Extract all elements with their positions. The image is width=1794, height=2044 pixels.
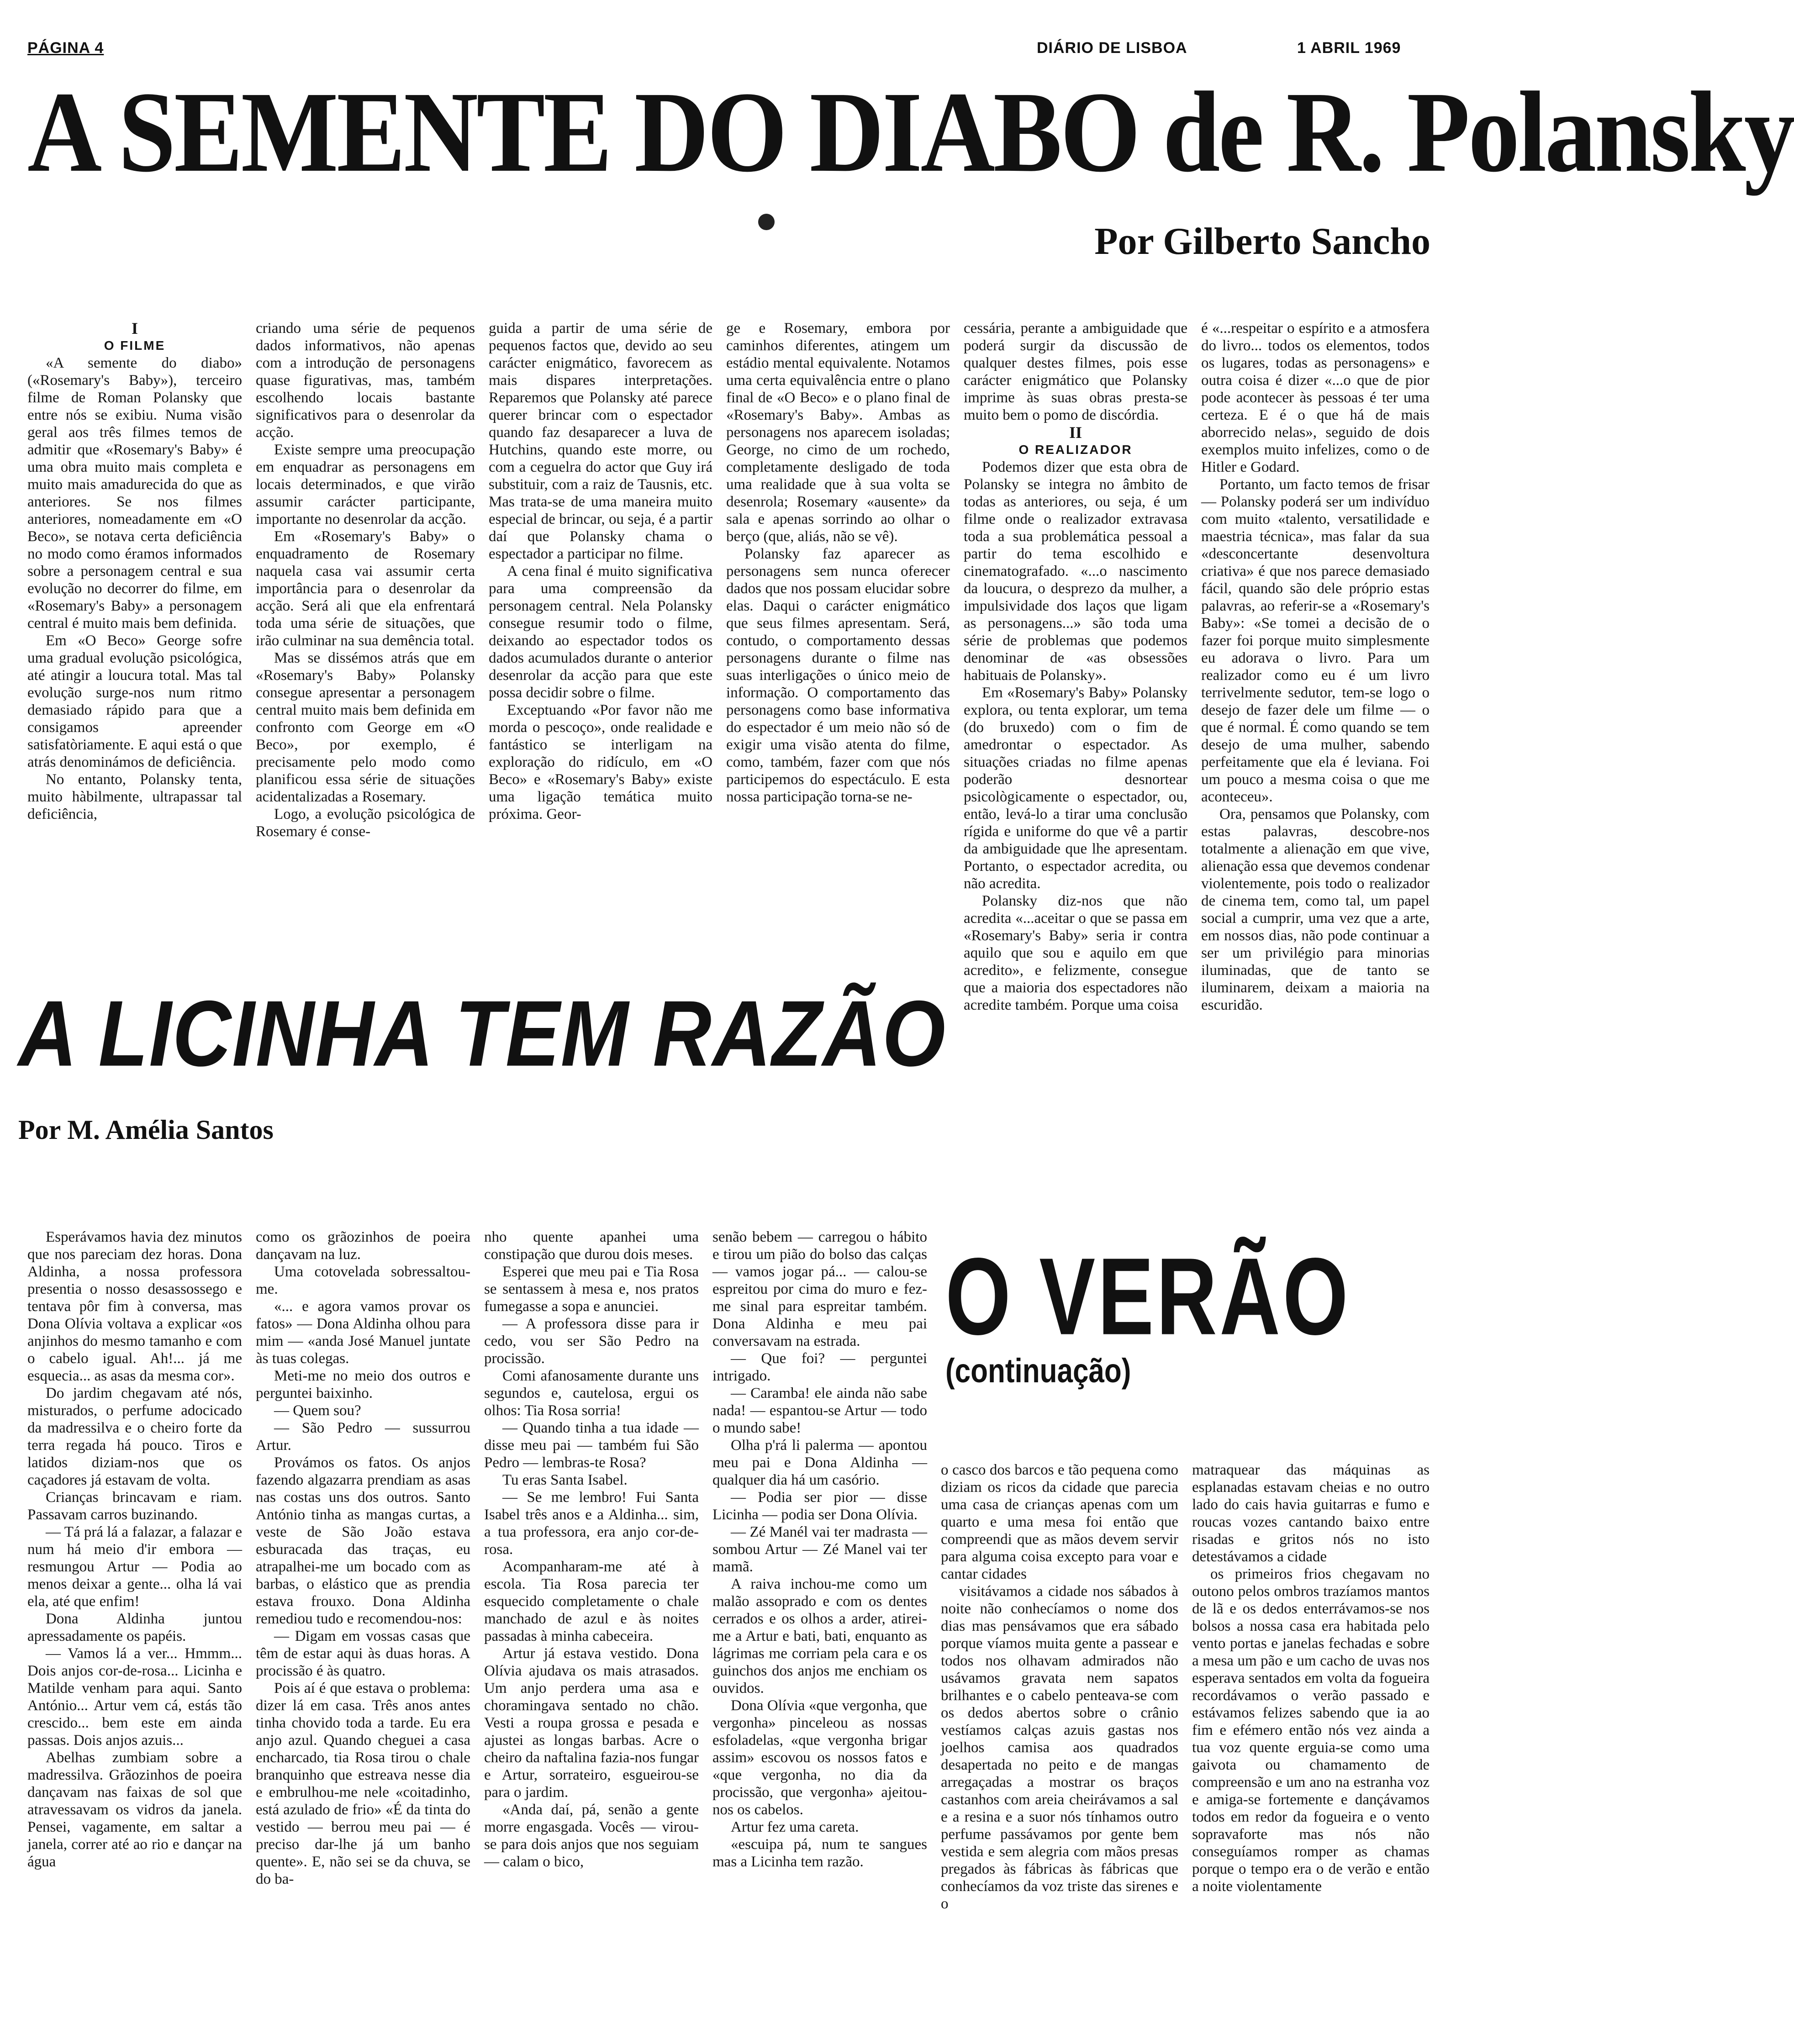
paragraph: Dona Aldinha juntou apressadamente os papéis. <box>27 1611 242 1644</box>
paragraph: — São Pedro — sussurrou Artur. <box>256 1420 470 1454</box>
paragraph: criando uma série de pequenos dados informativos, não apenas com a introdução de personagens quase figurativas, mas, também escolhendo locais bastante significativos para o desenrolar da acção. <box>256 320 475 441</box>
paragraph: matraquear das máquinas as esplanadas estavam cheias e no outro lado do cais havia guitarras e fumo e roucas vozes cantando baixo entre risadas e gritos nós no isto detestávamos a cidade <box>1192 1462 1430 1565</box>
paragraph: «... e agora vamos provar os fatos» — Dona Aldinha olhou para mim — «anda José Manuel juntate às tuas colegas. <box>256 1298 470 1367</box>
paragraph: A cena final é muito significativa para uma compreensão da personagem central. Nela Polansky consegue resumir todo o filme, deixando ao espectador todos os dados acumulados durante o anterior desenrolar da acção para que este possa decidir sobre o filme. <box>489 563 712 701</box>
article-2-column-2 <box>256 1228 470 2023</box>
paragraph: Em «O Beco» George sofre uma gradual evolução psicológica, até atingir a loucura total. Mas tal evolução surge-nos num ritmo demasiado rápido para que a consigamos apreender satisfatòriamente. E aqui está o que atrás denominámos de deficiência. <box>27 632 242 770</box>
ornament-dot <box>758 214 775 230</box>
page-number: PÁGINA 4 <box>27 39 104 57</box>
paragraph: «A semente do diabo» («Rosemary's Baby»), terceiro filme de Roman Polansky que entre nós se exibiu. Numa visão geral aos três filmes temos de admitir que «Rosemary's Baby» é uma obra muito mais completa e muito mais amadurecida do que as anteriores. Se nos filmes anteriores, nomeadamente em «O Beco», se notava certa deficiência no modo como éramos informados sobre a personagem central e sua evolução no decorrer do filme, em «Rosemary's Baby» a personagem central é muito mais bem definida. <box>27 355 242 632</box>
section-title: O FILME <box>104 338 166 353</box>
article-1-headline: A SEMENTE DO DIABO de R. Polansky <box>27 68 1794 196</box>
paragraph: visitávamos a cidade nos sábados à noite não conhecíamos o nome dos dias mas pensávamos que era sábado porque víamos muita gente a passear e todos nos olhavam admirados não usávamos gravata nem sapatos brilhantes e o cabelo penteava-se com os dedos abertos sobre o crânio vestíamos calças azuis gastas nos joelhos camisa aos quadrados desapertada no peito e de mangas arregaçadas a mostrar os braços castanhos com areia cheirávamos a sal e a resina e a suor nós tínhamos outro perfume passávamos por gente bem vestida e sem alegria com mãos presas pregados às fábricas às fábricas que conhecíamos da voz triste das sirenes e o <box>941 1583 1178 1912</box>
article-2-column-1 <box>27 1228 242 2023</box>
article-2-column-3 <box>484 1228 699 2023</box>
paragraph: Artur fez uma careta. <box>731 1819 859 1835</box>
paragraph: — Zé Manél vai ter madrasta — sombou Artur — Zé Manel vai ter mamã. <box>712 1524 927 1575</box>
paragraph: — Se me lembro! Fui Santa Isabel três anos e a Aldinha... sim, a tua professora, era anjo cor-de-rosa. <box>484 1489 699 1558</box>
article-2-column-4 <box>712 1228 927 2023</box>
paragraph: — Caramba! ele ainda não sabe nada! — espantou-se Artur — todo o mundo sabe! <box>712 1385 927 1436</box>
article-2-headline: A LICINHA TEM RAZÃO <box>18 981 947 1086</box>
paragraph: Exceptuando «Por favor não me morda o pescoço», onde realidade e fantástico se interligam na exploração do ridículo, em «O Beco» e «Rosemary's Baby» existe uma ligação temática muito próxima. Geor- <box>489 702 712 822</box>
paragraph: Meti-me no meio dos outros e perguntei baixinho. <box>256 1368 470 1401</box>
paragraph: senão bebem — carregou o hábito e tirou um pião do bolso das calças — vamos jogar pá... — calou-se espreitou por cima do muro e fez-me sinal para espreitar também. Dona Aldinha e meu pai conversavam na estrada. <box>712 1229 927 1349</box>
paragraph: «Anda daí, pá, senão a gente morre engasgada. Vocês — virou-se para dois anjos que nos seguiam — calam o bico, <box>484 1802 699 1870</box>
paragraph: Olha p'rá li palerma — apontou meu pai e Dona Aldinha — qualquer dia há um casório. <box>712 1437 927 1488</box>
section-number: II <box>1069 423 1082 442</box>
paragraph: Provámos os fatos. Os anjos fazendo algazarra prendiam as asas nas costas uns dos outros. Santo António tinha as mangas curtas, a veste de São João estava esburacada das traças, eu atrapalhei-me um bocado com as barbas, o elástico que as prendia estava frouxo. Dona Aldinha remediou tudo e recomendou-nos: <box>256 1454 470 1627</box>
article-1-column-1 <box>27 320 242 932</box>
article-1-column-2 <box>256 320 475 932</box>
paragraph: Esperei que meu pai e Tia Rosa se sentassem à mesa e, nos pratos fumegasse a sopa e anunciei. <box>484 1264 699 1315</box>
paragraph: cessária, perante a ambiguidade que poderá surgir da discussão de qualquer destes filmes, pois esse carácter enigmático que Polansky imprime às suas obras presta-se muito bem o pomo de discórdia. <box>964 320 1187 423</box>
paragraph: Portanto, um facto temos de frisar — Polansky poderá ser um indivíduo com muito «talento, versatilidade e maestria técnica», mas falar da sua «desconcertante desenvoltura criativa» é que nos parece demasiado fácil, quando são dele próprio estas palavras, ao referir-se a «Rosemary's Baby»: «Se tomei a decisão de o fazer foi porque muito simplesmente eu adorava o livro. Para um realizador como eu é um livro terrivelmente sedutor, tem-se logo o desejo de fazer dele um filme — o que é normal. É como quando se tem desejo de uma mulher, sabendo perfeitamente que ela é leviana. Foi um pouco a mesma coisa o que me aconteceu». <box>1201 476 1430 805</box>
article-1-column-6 <box>1201 320 1430 1215</box>
article-3-subhead: (continuação) <box>945 1352 1131 1390</box>
paragraph: guida a partir de uma série de pequenos factos que, devido ao seu carácter enigmático, favorecem as mais dispares interpretações. Reparemos que Polansky até parece querer brincar com o espectador quando faz desaparecer a luva de Hutchins, quando este morre, ou com a ceguelra do actor que Guy irá substituir, com a raiz de Tausnis, etc. Mas trata-se de uma maneira muito especial de brincar, ou seja, é a partir daí que Polansky chama o espectador a participar no filme. <box>489 320 712 562</box>
paragraph: «escuipa pá, num te sangues mas a Licinha tem razão. <box>712 1836 927 1870</box>
paragraph: é «...respeitar o espírito e a atmosfera do livro... todos os elementos, todos os lugares, todas as personagens» e outra coisa é dizer «...o que de pior pode acontecer às pessoas é ter uma certeza. E é o que há de mais aborrecido nelas», seguido de dois exemplos muito infelizes, como o de Hitler e Godard. <box>1201 320 1430 475</box>
paragraph: Do jardim chegavam até nós, misturados, o perfume adocicado da madressilva e o cheiro forte da terra regada há pouco. Tiros e latidos diziam-nos que os caçadores já estavam de volta. <box>27 1385 242 1488</box>
paragraph: — Que foi? — perguntei intrigado. <box>712 1350 927 1384</box>
paragraph: Ora, pensamos que Polansky, com estas palavras, descobre-nos totalmente a alienação em que vive, alienação essa que devemos condenar violentemente, pois todo o realizador de cinema tem, como tal, um papel social a cumprir, uma vez que a arte, em nossos dias, não pode continuar a ser um privilégio para minorias iluminadas, que de tanto se iluminarem, deixam a maioria na escuridão. <box>1201 806 1430 1013</box>
paragraph: ge e Rosemary, embora por caminhos diferentes, atingem um estádio mental equivalente. Notamos uma certa equivalência entre o plano final de «O Beco» e o plano final de «Rosemary's Baby». Ambas as personagens nos aparecem isoladas; George, no cimo de um rochedo, completamente desligado de toda uma realidade que à sua volta se desenrola; Rosemary «ausente» da sala e apenas sorrindo ao olhar o berço (que, aliás, não se vê). <box>726 320 950 545</box>
paragraph: Tu eras Santa Isabel. <box>502 1472 628 1488</box>
paragraph: Crianças brincavam e riam. Passavam carros buzinando. <box>27 1489 242 1523</box>
paragraph: Polansky faz aparecer as personagens sem nunca oferecer dados que nos possam elucidar sobre elas. Daqui o carácter enigmático que seus filmes apresentam. Será, contudo, o comportamento dessas personagens durante o filme nas suas interligações o único meio de informação. O comportamento das personagens como base informativa do espectador é um meio não só de exigir uma visão atenta do filme, como, também, fazer com que nós participemos do espectáculo. E esta nossa participação torna-se ne- <box>726 546 950 805</box>
article-2-byline: Por M. Amélia Santos <box>18 1115 274 1145</box>
paragraph: Uma cotovelada sobressaltou-me. <box>256 1264 470 1297</box>
paragraph: — A professora disse para ir cedo, vou ser São Pedro na procissão. <box>484 1316 699 1367</box>
article-1-column-3 <box>489 320 712 932</box>
paragraph: Esperávamos havia dez minutos que nos pareciam dez horas. Dona Aldinha, a nossa professora presentia o nosso desassossego e tentava pôr fim à conversa, mas Dona Olívia voltava a explicar «os anjinhos do mesmo tamanho e com o cabelo igual. Ah!... já me esquecia... as asas da mesma cor». <box>27 1229 242 1384</box>
paragraph: Comi afanosamente durante uns segundos e, cautelosa, ergui os olhos: Tia Rosa sorria! <box>484 1368 699 1419</box>
paragraph: Existe sempre uma preocupação em enquadrar as personagens em locais determinados, e que virão assumir carácter participante, importante no desenrolar da acção. <box>256 442 475 527</box>
paragraph: Em «Rosemary's Baby» o enquadramento de Rosemary naquela casa vai assumir certa importância para o desenrolar da acção. Será ali que ela enfrentará toda uma série de situações, que irão culminar na sua demência total. <box>256 528 475 649</box>
section-number: I <box>131 319 138 337</box>
paragraph: Logo, a evolução psicológica de Rosemary é conse- <box>256 806 475 840</box>
article-1-column-4 <box>726 320 950 932</box>
section-title: O REALIZADOR <box>1018 443 1133 457</box>
article-1-byline: Por Gilberto Sancho <box>1094 220 1430 263</box>
article-1-column-5 <box>964 320 1187 1215</box>
paragraph: — Podia ser pior — disse Licinha — podia ser Dona Olívia. <box>712 1489 927 1523</box>
paragraph: Podemos dizer que esta obra de Polansky se integra no âmbito de todas as anteriores, ou seja, é um filme onde o realizador extravasa toda a sua problemática pessoal a partir do tema escolhido e cinematografado. «...o nascimento da loucura, o desprezo da mulher, a impulsividade dos laços que ligam as personagens...» são toda uma série de problemas que podemos denominar de «as obsessões habituais de Polansky». <box>964 459 1187 684</box>
paragraph: Pois aí é que estava o problema: dizer lá em casa. Três anos antes tinha chovido toda a tarde. Eu era anjo azul. Quando cheguei a casa encharcado, tia Rosa tirou o chale branquinho que estreava nesse dia e embrulhou-me nele «coitadinho, está azulado de frio» «É da tinta do vestido — berrou meu pai — é preciso dar-lhe já um banho quente». E, não sei se da chuva, se do ba- <box>256 1680 470 1887</box>
paragraph: Mas se dissémos atrás que em «Rosemary's Baby» Polansky consegue apresentar a personagem central muito mais bem definida em confronto com George em «O Beco», por exemplo, é precisamente pelo modo como planificou essa série de situações acidentalizadas a Rosemary. <box>256 650 475 805</box>
paragraph: Abelhas zumbiam sobre a madressilva. Grãozinhos de poeira dançavam nas faixas de sol que atravessavam os vidros da janela. Pensei, vagamente, em saltar a janela, correr até ao rio e dançar na água <box>27 1749 242 1870</box>
paragraph: — Digam em vossas casas que têm de estar aqui às duas horas. A procissão é às quatro. <box>256 1628 470 1679</box>
paragraph: o casco dos barcos e tão pequena como diziam os ricos da cidade que parecia uma casa de crianças apenas com um quarto e uma mesa foi então que compreendi que as mãos devem servir para alguma coisa excepto para voar e cantar cidades <box>941 1462 1178 1582</box>
issue-date: 1 ABRIL 1969 <box>1297 39 1401 57</box>
paragraph: Em «Rosemary's Baby» Polansky explora, ou tenta explorar, um tema (do bruxedo) com o fim de amedrontar o espectador. As situações criadas no filme apenas poderão desnortear psicològicamente o espectador, ou, então, levá-lo a tirar uma conclusão rígida e uniforme do que vê a partir da ambiguidade que lhe apresentam. Portanto, o espectador acredita, ou não acredita. <box>964 685 1187 892</box>
paragraph: Dona Olívia «que vergonha, que vergonha» pinceleou as nossas esfoladelas, «que vergonha brigar assim» escovou os nossos fatos e «que vergonha, no dia da procissão, que vergonha» ajeitou-nos os cabelos. <box>712 1697 927 1818</box>
paragraph: como os grãozinhos de poeira dançavam na luz. <box>256 1229 470 1263</box>
article-3-column-2 <box>1192 1461 1430 2023</box>
article-3-headline: O VERÃO <box>945 1235 1351 1358</box>
paragraph: — Quando tinha a tua idade — disse meu pai — também fui São Pedro — lembras-te Rosa? <box>484 1420 699 1471</box>
paragraph: — Quem sou? <box>274 1402 361 1419</box>
paragraph: — Vamos lá a ver... Hmmm... Dois anjos cor-de-rosa... Licinha e Matilde venham para aqui. Santo António... Artur vem cá, estás tão crescido... bem este em ainda passas. Dois anjos azuis... <box>27 1645 242 1749</box>
paragraph: nho quente apanhei uma constipação que durou dois meses. <box>484 1229 699 1263</box>
article-3-column-1 <box>941 1461 1178 2023</box>
paragraph: A raiva inchou-me como um malão assoprado e com os dentes cerrados e os olhos a arder, atirei-me a Artur e bati, bati, enquanto as lágrimas me corriam pela cara e os guinchos dos anjos me enchiam os ouvidos. <box>712 1576 927 1696</box>
paragraph: No entanto, Polansky tenta, muito hàbilmente, ultrapassar tal deficiência, <box>27 771 242 822</box>
paragraph: os primeiros frios chegavam no outono pelos ombros trazíamos mantos de lã e os dedos enterrávamos-se nos bolsos a nossa casa era habitada pelo vento portas e janelas fechadas e sobre a mesa um pão e um cacho de uvas nos esperava sentados em volta da fogueira recordávamos o verão passado e estávamos felizes sabendo que ia ao fim e efémero então nós vez ainda a tua voz quente erguia-se como uma gaivota ou chamamento de compreensão e um ano na estranha voz e amiga-se fortemente e dançávamos todos em redor da fogueira e o vento sopravaforte mas nós não conseguíamos romper as chamas porque o tempo era o de verão e então a noite violentamente <box>1192 1566 1430 1895</box>
paragraph: Acompanharam-me até à escola. Tia Rosa parecia ter esquecido completamente o chale manchado de azul e às noites passadas à minha cabeceira. <box>484 1559 699 1644</box>
newspaper-name: DIÁRIO DE LISBOA <box>1037 39 1187 57</box>
paragraph: — Tá prá lá a falazar, a falazar e num há meio d'ir embora — resmungou Artur — Podia ao menos deixar a gente... olha lá vai ela, até que enfim! <box>27 1524 242 1610</box>
paragraph: Artur já estava vestido. Dona Olívia ajudava os mais atrasados. Um anjo perdera uma asa e choramingava sentado no chão. Vesti a roupa grossa e pesada e ajustei as longas barbas. Acre o cheiro da naftalina fazia-nos fungar e Artur, sorrateiro, esgueirou-se para o jardim. <box>484 1645 699 1801</box>
paragraph: Polansky diz-nos que não acredita «...aceitar o que se passa em «Rosemary's Baby» seria ir contra aquilo que sou e aquilo em que acredito», e felizmente, consegue que a maioria dos espectadores não acredite também. Porque uma coisa <box>964 893 1187 1013</box>
